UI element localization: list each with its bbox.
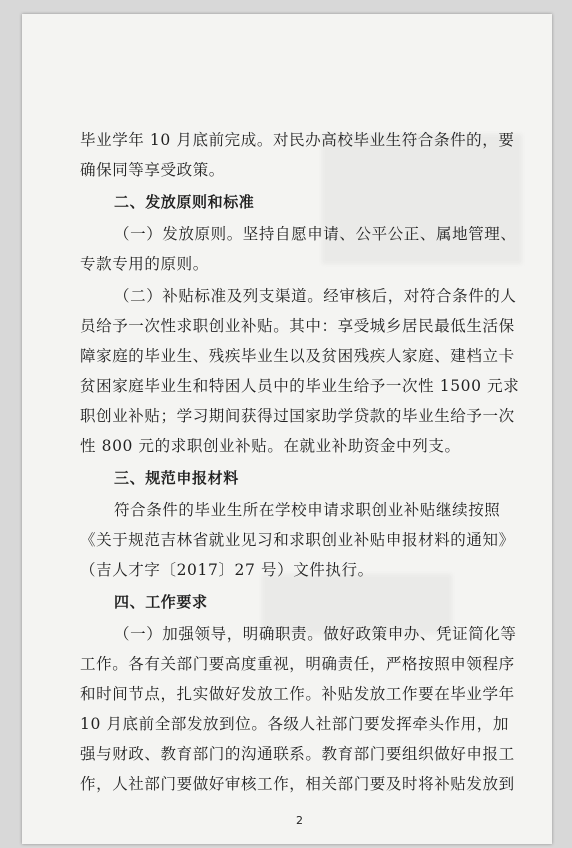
- section-heading: 二、发放原则和标准: [114, 193, 255, 211]
- body-line: 作，人社部门要做好审核工作，相关部门要及时将补贴发放到: [80, 775, 515, 793]
- body-line: （一）加强领导，明确职责。做好政策申办、凭证简化等: [114, 625, 517, 643]
- body-line: 职创业补贴；学习期间获得过国家助学贷款的毕业生给予一次: [80, 407, 515, 425]
- body-line: 确保同等享受政策。: [80, 161, 225, 179]
- body-line: 贫困家庭毕业生和特困人员中的毕业生给予一次性 1500 元求: [80, 377, 520, 395]
- body-line: 障家庭的毕业生、残疾毕业生以及贫困残疾人家庭、建档立卡: [80, 347, 515, 365]
- page-number: 2: [296, 814, 303, 827]
- body-line: （吉人才字〔2017〕27 号）文件执行。: [80, 561, 374, 579]
- body-line: （二）补贴标准及列支渠道。经审核后，对符合条件的人: [114, 287, 517, 305]
- body-line: （一）发放原则。坚持自愿申请、公平公正、属地管理、: [114, 225, 517, 243]
- document-page: [22, 14, 552, 844]
- section-heading: 四、工作要求: [114, 593, 208, 611]
- body-line: 强与财政、教育部门的沟通联系。教育部门要组织做好申报工: [80, 745, 515, 763]
- body-line: 毕业学年 10 月底前完成。对民办高校毕业生符合条件的，要: [80, 131, 515, 149]
- section-heading: 三、规范申报材料: [114, 469, 239, 487]
- body-line: 《关于规范吉林省就业见习和求职创业补贴申报材料的通知》: [80, 531, 515, 549]
- body-line: 专款专用的原则。: [80, 255, 209, 273]
- body-line: 和时间节点，扎实做好发放工作。补贴发放工作要在毕业学年: [80, 685, 515, 703]
- body-line: 符合条件的毕业生所在学校申请求职创业补贴继续按照: [114, 501, 501, 519]
- body-line: 员给予一次性求职创业补贴。其中：享受城乡居民最低生活保: [80, 317, 515, 335]
- body-line: 性 800 元的求职创业补贴。在就业补助资金中列支。: [80, 437, 461, 455]
- body-line: 10 月底前全部发放到位。各级人社部门要发挥牵头作用，加: [80, 715, 509, 733]
- bleed-through-mark: [322, 134, 522, 264]
- body-line: 工作。各有关部门要高度重视，明确责任，严格按照申领程序: [80, 655, 515, 673]
